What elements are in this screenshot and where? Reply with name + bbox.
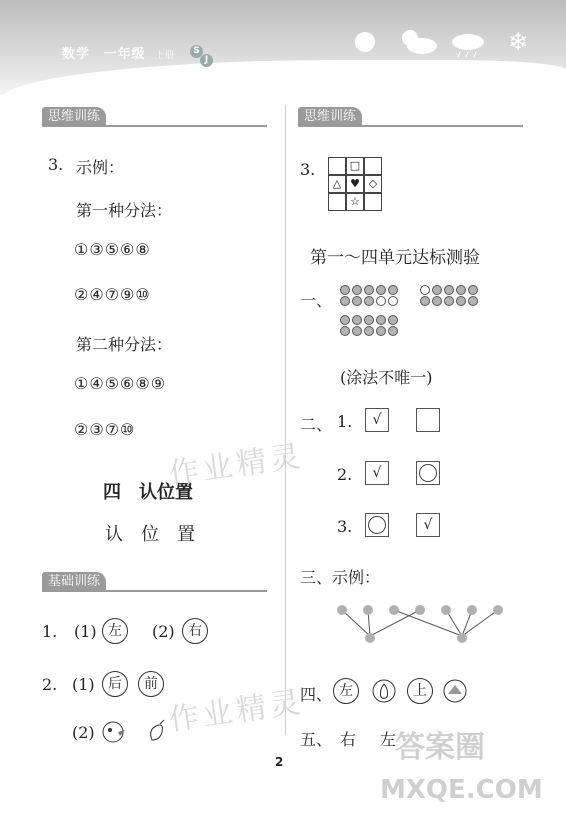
page-number: 2 xyxy=(275,755,284,769)
subject-label: 数学 xyxy=(62,47,91,62)
left-q1-part1: (1) xyxy=(74,622,97,641)
left-q2-answer2: 前 xyxy=(138,671,164,697)
watermark-lower: 作业精灵 xyxy=(166,684,307,739)
watermark-site: MXQE.COM xyxy=(380,775,543,805)
sun-icon xyxy=(355,32,375,52)
part2-q2-label: 2. xyxy=(337,465,353,484)
part2-q2-check: √ xyxy=(365,461,389,485)
section-header-thinking-right xyxy=(298,107,523,127)
left-q3-intro: 示例： xyxy=(76,158,125,177)
column-divider xyxy=(285,105,286,735)
part2-q3-circle xyxy=(365,513,389,537)
grid-cell xyxy=(328,193,346,211)
grid-cell: ◇ xyxy=(364,175,382,193)
badge-j: J xyxy=(200,54,213,67)
left-q2-part1: (1) xyxy=(72,675,95,694)
left-q3-label: 3. xyxy=(48,155,64,174)
section-label: 基础训练 xyxy=(42,572,106,592)
section-header-thinking-left xyxy=(42,107,267,127)
dot-group-top-right xyxy=(420,285,479,306)
method1-label: 第一种分法： xyxy=(76,201,173,220)
right-q3-label: 3. xyxy=(300,160,316,179)
page-header xyxy=(0,0,566,95)
left-q1-label: 1. xyxy=(42,622,58,641)
part4-answer1: 左 xyxy=(333,678,359,704)
part2-q2-circle xyxy=(416,461,440,485)
method2-row1: ①④⑤⑥⑧⑨ xyxy=(74,374,167,393)
section-rule xyxy=(42,590,267,592)
part4-answer2: 上 xyxy=(407,678,433,704)
rain-cloud-icon xyxy=(450,30,486,58)
method2-row2: ②③⑦⑩ xyxy=(74,420,136,439)
watermelon-icon xyxy=(443,678,467,704)
part2-label: 二、 xyxy=(300,415,333,434)
part2-q3-check: √ xyxy=(416,513,440,537)
section-rule xyxy=(298,125,523,127)
dot-group-bottom xyxy=(340,315,399,336)
dot-group-top-left xyxy=(340,285,399,306)
grid-cell xyxy=(364,157,382,175)
left-q1-part2: (2) xyxy=(152,622,175,641)
left-q1-answer2: 右 xyxy=(182,618,208,644)
part3-label: 三、示例： xyxy=(300,568,381,587)
grid-cell xyxy=(364,193,382,211)
part1-label: 一、 xyxy=(300,291,333,310)
lesson-title: 认 位 置 xyxy=(105,524,195,545)
part2-q1-check: √ xyxy=(365,408,389,432)
left-q2-answer1: 后 xyxy=(102,671,128,697)
grid-cell: ♥ xyxy=(346,175,364,193)
section-header-basic xyxy=(42,572,267,592)
part2-q1-empty xyxy=(416,408,440,432)
section-label: 思维训练 xyxy=(42,107,106,127)
unit-title: 四 认位置 xyxy=(103,482,193,503)
left-q2-label: 2. xyxy=(42,675,58,694)
volume-label: 上册 xyxy=(155,51,176,61)
header-title xyxy=(62,43,175,62)
left-q2-part2: (2) xyxy=(72,723,95,742)
cloudy-sun-icon xyxy=(398,28,438,56)
coloring-note: (涂法不唯一) xyxy=(340,368,433,387)
snowflake-icon: ❄ xyxy=(508,28,529,56)
part2-q3-label: 3. xyxy=(337,517,353,536)
part2-q1-label: 1. xyxy=(337,412,353,431)
bird-icon xyxy=(100,720,126,744)
shape-grid xyxy=(328,157,382,211)
matching-diagram xyxy=(330,600,510,645)
pear-icon xyxy=(372,678,396,704)
method1-row2: ②④⑦⑨⑩ xyxy=(74,285,151,304)
part5-answer2: 左 xyxy=(380,730,397,749)
method2-label: 第二种分法： xyxy=(76,335,173,354)
header-band xyxy=(0,60,566,100)
part5-label: 五、 xyxy=(300,730,333,749)
left-q1-answer1: 左 xyxy=(102,618,128,644)
grid-cell: △ xyxy=(328,175,346,193)
grid-cell: ☆ xyxy=(346,193,364,211)
method1-row1: ①③⑤⑥⑧ xyxy=(74,240,151,259)
section-label: 思维训练 xyxy=(298,107,362,127)
grid-cell: □ xyxy=(346,157,364,175)
watermark-stamp: 答案圈 xyxy=(395,730,485,765)
part4-label: 四、 xyxy=(300,685,333,704)
section-rule xyxy=(42,125,267,127)
watermark-center: 作业精灵 xyxy=(166,438,307,493)
squirrel-icon xyxy=(146,718,168,744)
grid-cell xyxy=(328,157,346,175)
grade-label: 一年级 xyxy=(103,47,146,62)
test-title: 第一～四单元达标测验 xyxy=(310,248,480,268)
badge-s: S xyxy=(190,45,203,58)
part5-answer1: 右 xyxy=(340,730,357,749)
